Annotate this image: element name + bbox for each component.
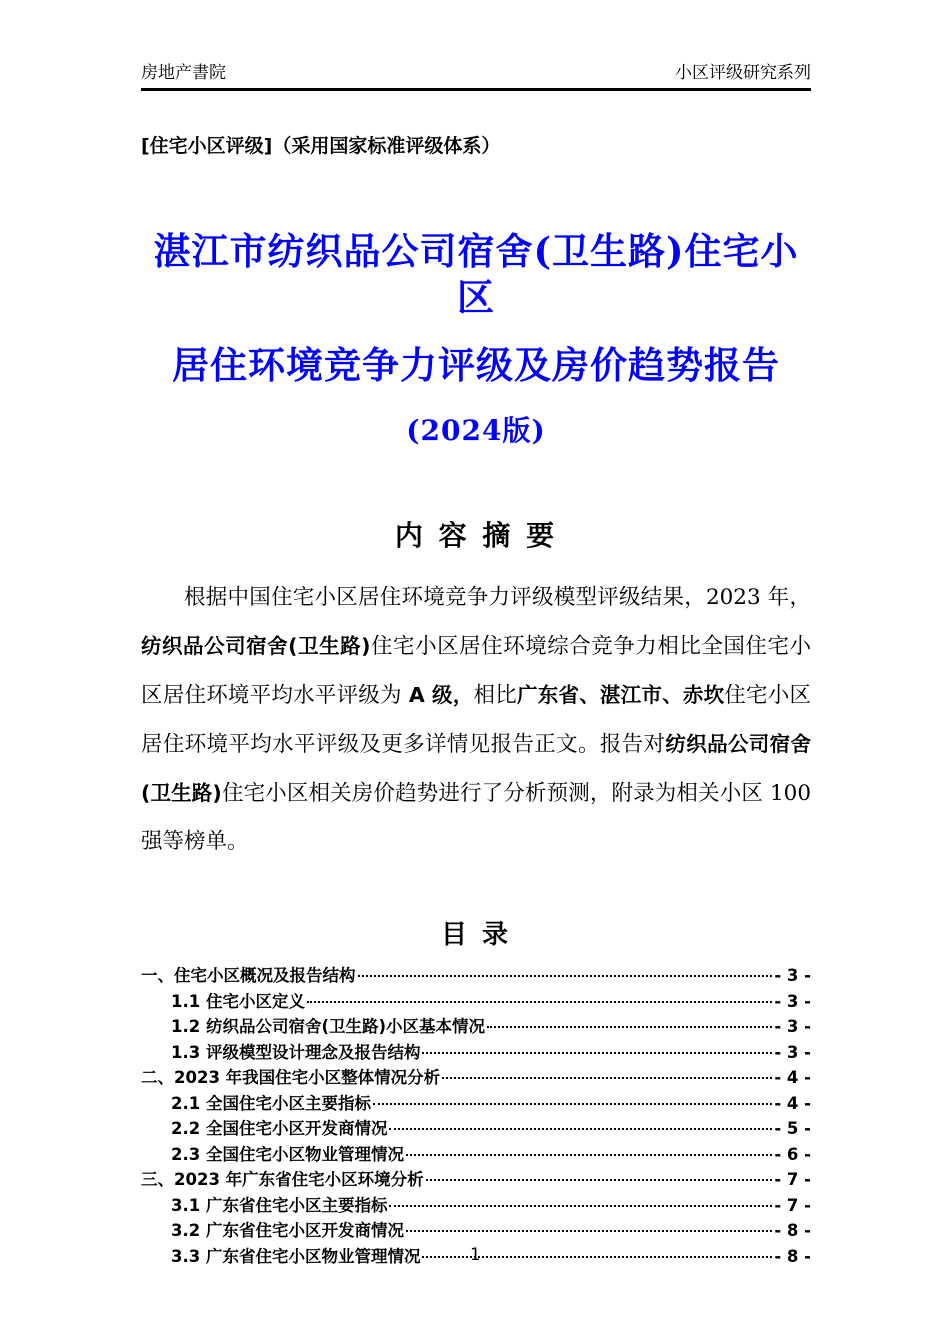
- page-number: 1: [469, 1245, 481, 1265]
- toc-leader-dots: [358, 975, 773, 977]
- toc-item[interactable]: [141, 1091, 811, 1117]
- toc-leader-dots: [426, 1179, 773, 1181]
- toc-item[interactable]: [141, 1065, 811, 1091]
- toc-item-label: 3.2 广东省住宅小区开发商情况: [171, 1221, 404, 1240]
- toc-leader-dots: [487, 1026, 772, 1028]
- toc-item-label: 3.1 广东省住宅小区主要指标: [171, 1195, 388, 1215]
- toc-leader-dots: [442, 1077, 772, 1079]
- toc-item-label: 2.2 全国住宅小区开发商情况: [171, 1119, 388, 1138]
- header-left-text: 房地产書院: [141, 63, 226, 83]
- summary-segment: 根据中国住宅小区居住环境竞争力评级模型评级结果，2023 年，: [184, 585, 811, 610]
- toc-item-page: - 4 -: [774, 1093, 811, 1113]
- summary-segment: 住宅小区居住环境综合竞争力相比全国住宅小区居住环境平均水平评级为: [141, 634, 811, 708]
- toc-leader-dots: [373, 1103, 772, 1105]
- summary-segment: 住宅小区居住环境平均水平评级及更多详情见报告正文。报告对: [141, 683, 811, 757]
- toc-item[interactable]: [141, 1116, 811, 1142]
- report-title-edition: (2024版): [406, 414, 546, 447]
- page-header: [141, 0, 811, 91]
- toc-leader-dots: [307, 1001, 772, 1003]
- summary-bold-segment: 广东省、湛江市、赤坎: [517, 683, 725, 707]
- toc-item-label: 三、2023 年广东省住宅小区环境分析: [141, 1170, 424, 1189]
- toc-item[interactable]: [141, 989, 811, 1015]
- toc-item-page: - 3 -: [774, 1042, 811, 1062]
- summary-bold-segment: 纺织品公司宿舍(卫生路): [141, 634, 371, 658]
- toc-item-page: - 3 -: [774, 991, 811, 1011]
- summary-bold-segment: A 级，: [408, 683, 474, 707]
- summary-segment: 相比: [473, 683, 517, 708]
- toc-item[interactable]: [141, 963, 811, 989]
- toc-item-page: - 3 -: [774, 966, 811, 985]
- summary-heading: 内 容 摘 要: [394, 519, 558, 552]
- toc-leader-dots: [389, 1128, 772, 1130]
- toc-leader-dots: [406, 1154, 772, 1156]
- summary-paragraph: [141, 574, 811, 866]
- toc-item-page: - 7 -: [774, 1170, 811, 1189]
- toc-heading: 目 录: [440, 920, 512, 950]
- toc-item-page: - 8 -: [774, 1221, 811, 1240]
- report-title: [141, 228, 811, 454]
- toc-item[interactable]: [141, 1014, 811, 1040]
- toc-item[interactable]: [141, 1040, 811, 1066]
- toc-item-label: 二、2023 年我国住宅小区整体情况分析: [141, 1068, 441, 1087]
- toc-item-page: - 7 -: [774, 1195, 811, 1215]
- toc-item-page: - 8 -: [774, 1246, 811, 1266]
- toc: [141, 963, 811, 1269]
- toc-leader-dots: [422, 1052, 772, 1054]
- toc-item-label: 2.3 全国住宅小区物业管理情况: [171, 1144, 404, 1164]
- toc-item-label: 一、住宅小区概况及报告结构: [141, 966, 356, 985]
- toc-item[interactable]: [141, 1142, 811, 1168]
- toc-item-label: 1.3 评级模型设计理念及报告结构: [171, 1042, 421, 1062]
- toc-item-page: - 4 -: [774, 1068, 811, 1087]
- toc-leader-dots: [389, 1205, 772, 1207]
- toc-item-page: - 3 -: [774, 1017, 811, 1036]
- toc-item-page: - 6 -: [774, 1144, 811, 1164]
- toc-leader-dots: [406, 1230, 772, 1232]
- toc-item-page: - 5 -: [774, 1119, 811, 1138]
- toc-item-label: 1.2 纺织品公司宿舍(卫生路)小区基本情况: [171, 1017, 486, 1036]
- toc-item[interactable]: [141, 1218, 811, 1244]
- summary-bold-segment: 纺织品公司宿舍(卫生路): [141, 732, 811, 805]
- summary-segment: 住宅小区相关房价趋势进行了分析预测，附录为相关小区 100 强等榜单。: [141, 781, 811, 854]
- toc-item[interactable]: [141, 1167, 811, 1193]
- toc-item-label: 2.1 全国住宅小区主要指标: [171, 1093, 371, 1113]
- report-title-line1: 湛江市纺织品公司宿舍(卫生路)住宅小区: [153, 229, 799, 319]
- toc-item-label: 1.1 住宅小区定义: [171, 991, 305, 1011]
- header-right-text: 小区评级研究系列: [675, 63, 811, 83]
- toc-item[interactable]: [141, 1193, 811, 1219]
- page-footer: [0, 1245, 950, 1265]
- report-title-line2: 居住环境竞争力评级及房价趋势报告: [172, 343, 780, 387]
- toc-item-label: 3.3 广东省住宅小区物业管理情况: [171, 1246, 421, 1266]
- report-series-label: [住宅小区评级]（采用国家标准评级体系）: [141, 135, 501, 157]
